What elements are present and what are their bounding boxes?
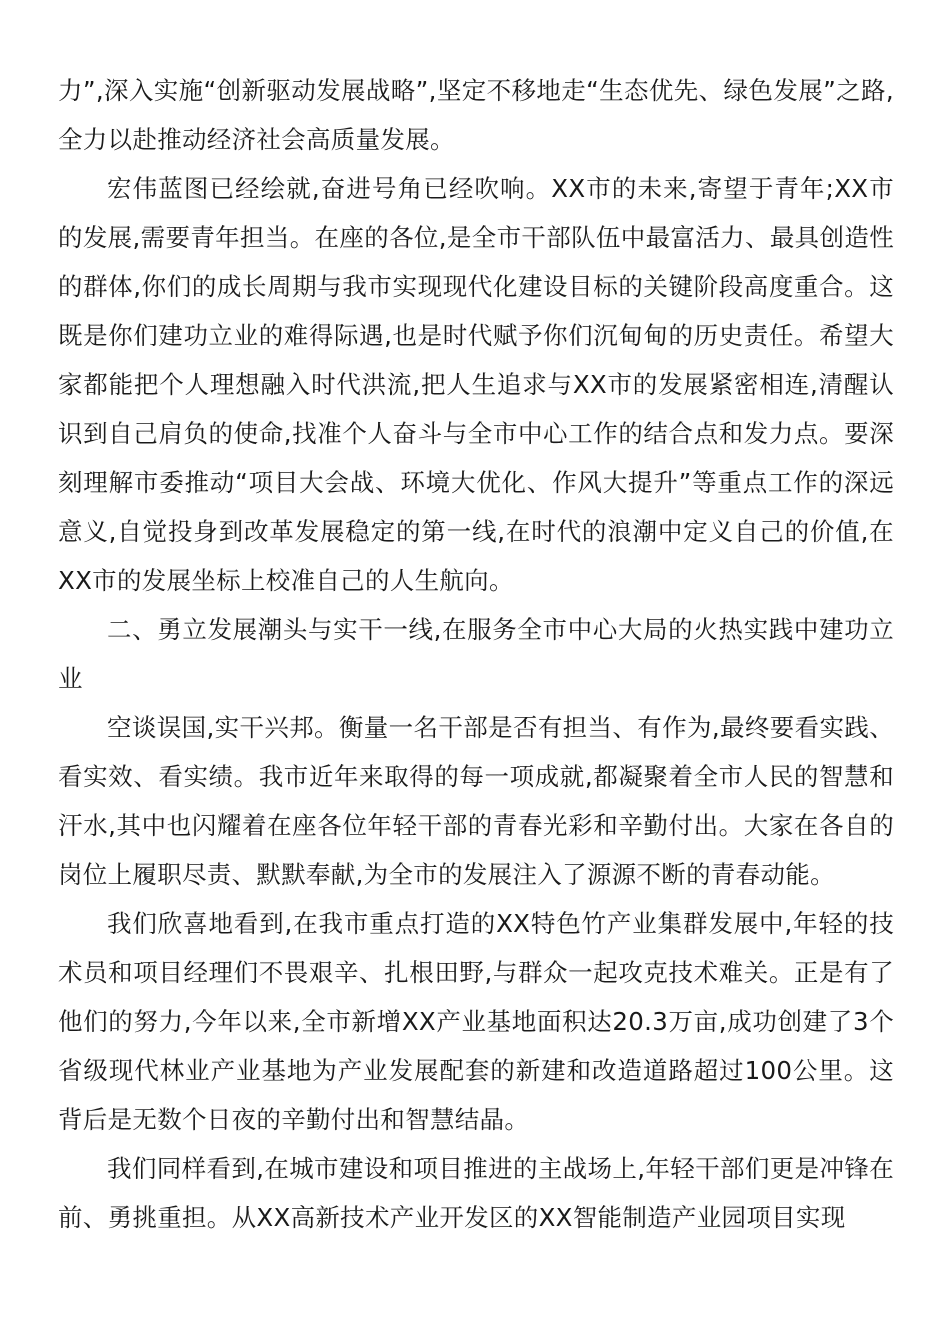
- document-page: [58, 66, 894, 1242]
- paragraph-3: 空谈误国,实干兴邦。衡量一名干部是否有担当、有作为,最终要看实践、看实效、看实绩。我市近年来取得的每一项成就,都凝聚着全市人民的智慧和汗水,其中也闪耀着在座各位年轻干部的青春光彩和辛勤付出。大家在各自的岗位上履职尽责、默默奉献,为全市的发展注入了源源不断的青春动能。: [58, 713, 894, 889]
- paragraph-5: 我们同样看到,在城市建设和项目推进的主战场上,年轻干部们更是冲锋在前、勇挑重担。从XX高新技术产业开发区的XX智能制造产业园项目实现: [58, 1154, 894, 1232]
- section-heading: 二、勇立发展潮头与实干一线,在服务全市中心大局的火热实践中建功立业: [58, 615, 894, 693]
- paragraph-4: 我们欣喜地看到,在我市重点打造的XX特色竹产业集群发展中,年轻的技术员和项目经理们不畏艰辛、扎根田野,与群众一起攻克技术难关。正是有了他们的努力,今年以来,全市新增XX产业基地面积达20.3万亩,成功创建了3个省级现代林业产业基地为产业发展配套的新建和改造道路超过100公里。这背后是无数个日夜的辛勤付出和智慧结晶。: [58, 909, 894, 1134]
- paragraph-1: 力”,深入实施“创新驱动发展战略”,坚定不移地走“生态优先、绿色发展”之路,全力以赴推动经济社会高质量发展。: [58, 76, 894, 154]
- paragraph-2: 宏伟蓝图已经绘就,奋进号角已经吹响。XX市的未来,寄望于青年;XX市的发展,需要青年担当。在座的各位,是全市干部队伍中最富活力、最具创造性的群体,你们的成长周期与我市实现现代化建设目标的关键阶段高度重合。这既是你们建功立业的难得际遇,也是时代赋予你们沉甸甸的历史责任。希望大家都能把个人理想融入时代洪流,把人生追求与XX市的发展紧密相连,清醒认识到自己肩负的使命,找准个人奋斗与全市中心工作的结合点和发力点。要深刻理解市委推动“项目大会战、环境大优化、作风大提升”等重点工作的深远意义,自觉投身到改革发展稳定的第一线,在时代的浪潮中定义自己的价值,在XX市的发展坐标上校准自己的人生航向。: [58, 174, 894, 595]
